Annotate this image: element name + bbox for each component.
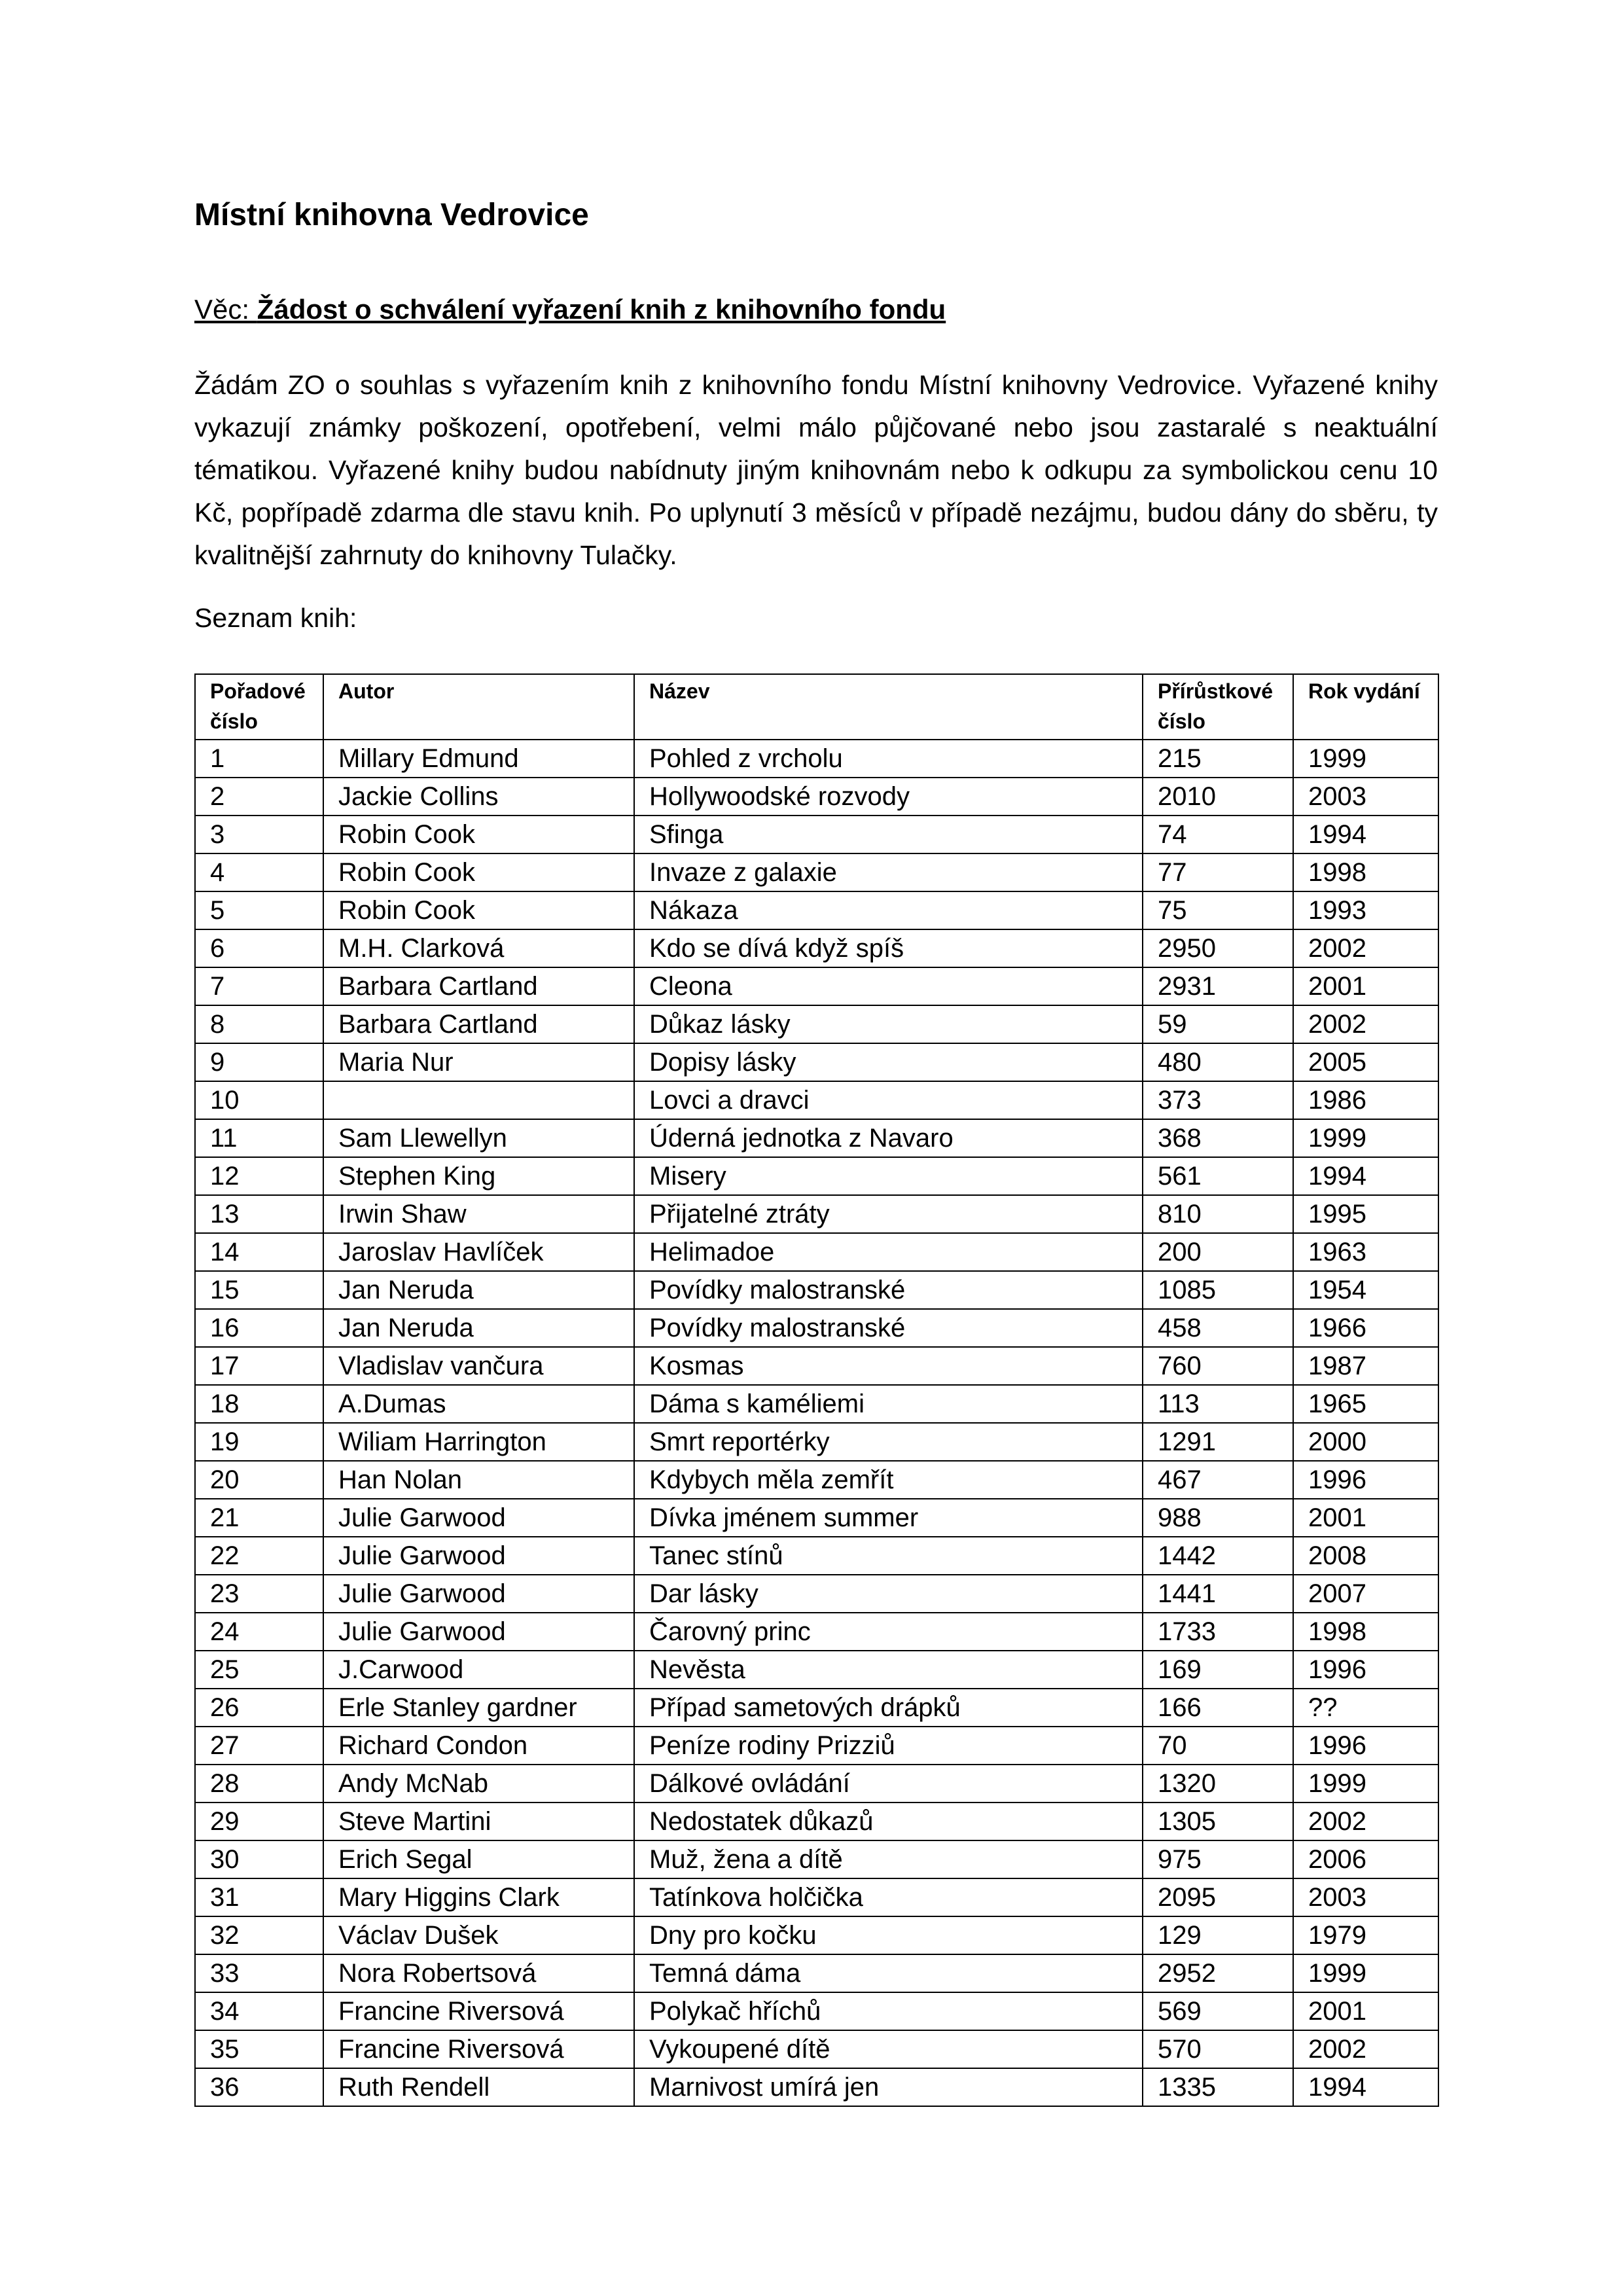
cell-order-number: 27 xyxy=(195,1727,323,1765)
cell-author: Millary Edmund xyxy=(323,740,634,778)
cell-accession-number: 77 xyxy=(1143,853,1293,891)
cell-author: A.Dumas xyxy=(323,1385,634,1423)
cell-order-number: 32 xyxy=(195,1916,323,1954)
cell-author: Jan Neruda xyxy=(323,1309,634,1347)
cell-order-number: 14 xyxy=(195,1233,323,1271)
cell-title: Dar lásky xyxy=(634,1575,1143,1613)
cell-author: Julie Garwood xyxy=(323,1575,634,1613)
table-row xyxy=(195,1840,1438,1878)
cell-publication-year: 1998 xyxy=(1293,1613,1438,1651)
cell-author: Vladislav vančura xyxy=(323,1347,634,1385)
cell-title: Nedostatek důkazů xyxy=(634,1803,1143,1840)
table-row xyxy=(195,891,1438,929)
cell-author: Jan Neruda xyxy=(323,1271,634,1309)
cell-order-number: 5 xyxy=(195,891,323,929)
cell-order-number: 11 xyxy=(195,1119,323,1157)
cell-accession-number: 988 xyxy=(1143,1499,1293,1537)
table-row xyxy=(195,1233,1438,1271)
cell-publication-year: 2002 xyxy=(1293,2030,1438,2068)
cell-accession-number: 480 xyxy=(1143,1043,1293,1081)
cell-order-number: 21 xyxy=(195,1499,323,1537)
cell-order-number: 1 xyxy=(195,740,323,778)
cell-author: Francine Riversová xyxy=(323,1992,634,2030)
cell-publication-year: 1994 xyxy=(1293,816,1438,853)
cell-accession-number: 2010 xyxy=(1143,778,1293,816)
table-row xyxy=(195,778,1438,816)
cell-publication-year: 1966 xyxy=(1293,1309,1438,1347)
cell-publication-year: 1996 xyxy=(1293,1727,1438,1765)
cell-publication-year: 2006 xyxy=(1293,1840,1438,1878)
cell-accession-number: 1305 xyxy=(1143,1803,1293,1840)
cell-order-number: 30 xyxy=(195,1840,323,1878)
cell-publication-year: 1998 xyxy=(1293,853,1438,891)
cell-title: Polykač hříchů xyxy=(634,1992,1143,2030)
cell-title: Přijatelné ztráty xyxy=(634,1195,1143,1233)
cell-publication-year: 1979 xyxy=(1293,1916,1438,1954)
table-row xyxy=(195,816,1438,853)
cell-publication-year: 2002 xyxy=(1293,1005,1438,1043)
cell-order-number: 6 xyxy=(195,929,323,967)
cell-order-number: 20 xyxy=(195,1461,323,1499)
cell-accession-number: 458 xyxy=(1143,1309,1293,1347)
cell-publication-year: ?? xyxy=(1293,1689,1438,1727)
cell-publication-year: 2008 xyxy=(1293,1537,1438,1575)
cell-accession-number: 200 xyxy=(1143,1233,1293,1271)
cell-publication-year: 1999 xyxy=(1293,1765,1438,1803)
cell-author: Robin Cook xyxy=(323,816,634,853)
cell-title: Tatínkova holčička xyxy=(634,1878,1143,1916)
cell-accession-number: 368 xyxy=(1143,1119,1293,1157)
cell-accession-number: 169 xyxy=(1143,1651,1293,1689)
cell-order-number: 29 xyxy=(195,1803,323,1840)
cell-accession-number: 975 xyxy=(1143,1840,1293,1878)
cell-title: Nevěsta xyxy=(634,1651,1143,1689)
cell-author: Robin Cook xyxy=(323,853,634,891)
cell-author: Erle Stanley gardner xyxy=(323,1689,634,1727)
cell-title: Dny pro kočku xyxy=(634,1916,1143,1954)
cell-author: Václav Dušek xyxy=(323,1916,634,1954)
cell-author: J.Carwood xyxy=(323,1651,634,1689)
table-row xyxy=(195,2030,1438,2068)
cell-title: Cleona xyxy=(634,967,1143,1005)
cell-order-number: 34 xyxy=(195,1992,323,2030)
cell-accession-number: 129 xyxy=(1143,1916,1293,1954)
cell-accession-number: 467 xyxy=(1143,1461,1293,1499)
cell-publication-year: 1987 xyxy=(1293,1347,1438,1385)
cell-title: Tanec stínů xyxy=(634,1537,1143,1575)
cell-order-number: 16 xyxy=(195,1309,323,1347)
cell-order-number: 7 xyxy=(195,967,323,1005)
cell-publication-year: 2003 xyxy=(1293,1878,1438,1916)
cell-author: Stephen King xyxy=(323,1157,634,1195)
cell-title: Peníze rodiny Prizziů xyxy=(634,1727,1143,1765)
table-row xyxy=(195,1347,1438,1385)
cell-title: Kosmas xyxy=(634,1347,1143,1385)
cell-publication-year: 2000 xyxy=(1293,1423,1438,1461)
cell-order-number: 28 xyxy=(195,1765,323,1803)
cell-accession-number: 215 xyxy=(1143,740,1293,778)
document-heading: Místní knihovna Vedrovice xyxy=(194,198,589,232)
cell-publication-year: 1996 xyxy=(1293,1461,1438,1499)
cell-order-number: 17 xyxy=(195,1347,323,1385)
table-row xyxy=(195,1613,1438,1651)
cell-order-number: 35 xyxy=(195,2030,323,2068)
table-row xyxy=(195,1309,1438,1347)
cell-order-number: 33 xyxy=(195,1954,323,1992)
table-row xyxy=(195,1195,1438,1233)
cell-accession-number: 59 xyxy=(1143,1005,1293,1043)
cell-title: Kdybych měla zemřít xyxy=(634,1461,1143,1499)
cell-publication-year: 1999 xyxy=(1293,740,1438,778)
cell-order-number: 19 xyxy=(195,1423,323,1461)
cell-publication-year: 1999 xyxy=(1293,1954,1438,1992)
cell-author: Sam Llewellyn xyxy=(323,1119,634,1157)
header-publication-year: Rok vydání xyxy=(1293,674,1438,740)
cell-accession-number: 1085 xyxy=(1143,1271,1293,1309)
cell-author: Mary Higgins Clark xyxy=(323,1878,634,1916)
cell-author: Nora Robertsová xyxy=(323,1954,634,1992)
cell-title: Povídky malostranské xyxy=(634,1309,1143,1347)
cell-publication-year: 1986 xyxy=(1293,1081,1438,1119)
table-row xyxy=(195,929,1438,967)
subject-line xyxy=(194,293,946,326)
cell-author: Robin Cook xyxy=(323,891,634,929)
cell-publication-year: 2002 xyxy=(1293,929,1438,967)
cell-accession-number: 2931 xyxy=(1143,967,1293,1005)
cell-order-number: 23 xyxy=(195,1575,323,1613)
header-order-number: Pořadové číslo xyxy=(195,674,323,740)
cell-author: Julie Garwood xyxy=(323,1613,634,1651)
cell-order-number: 13 xyxy=(195,1195,323,1233)
cell-publication-year: 1963 xyxy=(1293,1233,1438,1271)
list-label: Seznam knih: xyxy=(194,603,357,633)
cell-author: Barbara Cartland xyxy=(323,1005,634,1043)
cell-title: Sfinga xyxy=(634,816,1143,853)
cell-title: Marnivost umírá jen xyxy=(634,2068,1143,2106)
table-row xyxy=(195,1765,1438,1803)
table-row xyxy=(195,1916,1438,1954)
cell-title: Misery xyxy=(634,1157,1143,1195)
cell-author: Maria Nur xyxy=(323,1043,634,1081)
cell-accession-number: 373 xyxy=(1143,1081,1293,1119)
cell-publication-year: 1993 xyxy=(1293,891,1438,929)
table-row xyxy=(195,1005,1438,1043)
table-row xyxy=(195,1043,1438,1081)
cell-author: Irwin Shaw xyxy=(323,1195,634,1233)
table-row xyxy=(195,1119,1438,1157)
cell-title: Nákaza xyxy=(634,891,1143,929)
cell-accession-number: 70 xyxy=(1143,1727,1293,1765)
table-row xyxy=(195,967,1438,1005)
cell-publication-year: 2001 xyxy=(1293,967,1438,1005)
cell-title: Smrt reportérky xyxy=(634,1423,1143,1461)
cell-author: Julie Garwood xyxy=(323,1537,634,1575)
cell-order-number: 24 xyxy=(195,1613,323,1651)
cell-accession-number: 760 xyxy=(1143,1347,1293,1385)
cell-title: Čarovný princ xyxy=(634,1613,1143,1651)
cell-author: Steve Martini xyxy=(323,1803,634,1840)
cell-order-number: 31 xyxy=(195,1878,323,1916)
cell-publication-year: 1994 xyxy=(1293,2068,1438,2106)
cell-title: Důkaz lásky xyxy=(634,1005,1143,1043)
cell-author: Jaroslav Havlíček xyxy=(323,1233,634,1271)
cell-order-number: 8 xyxy=(195,1005,323,1043)
cell-order-number: 10 xyxy=(195,1081,323,1119)
cell-accession-number: 570 xyxy=(1143,2030,1293,2068)
cell-order-number: 9 xyxy=(195,1043,323,1081)
cell-publication-year: 1996 xyxy=(1293,1651,1438,1689)
cell-author: Richard Condon xyxy=(323,1727,634,1765)
subject-text: Žádost o schválení vyřazení knih z knihovního fondu xyxy=(257,294,946,325)
cell-accession-number: 113 xyxy=(1143,1385,1293,1423)
cell-accession-number: 1291 xyxy=(1143,1423,1293,1461)
cell-accession-number: 166 xyxy=(1143,1689,1293,1727)
cell-accession-number: 1320 xyxy=(1143,1765,1293,1803)
cell-accession-number: 1441 xyxy=(1143,1575,1293,1613)
intro-paragraph: Žádám ZO o souhlas s vyřazením knih z knihovního fondu Místní knihovny Vedrovice. Vyřazené knihy vykazují známky poškození, opotřebení, velmi málo půjčované nebo jsou zastaralé s neaktuální tématikou. Vyřazené knihy budou nabídnuty jiným knihovnám nebo k odkupu za symbolickou cenu 10 Kč, popřípadě zdarma dle stavu knih. Po uplynutí 3 měsíců v případě nezájmu, budou dány do sběru, ty kvalitnější zahrnuty do knihovny Tulačky. xyxy=(194,370,1438,570)
cell-publication-year: 2007 xyxy=(1293,1575,1438,1613)
cell-title: Dopisy lásky xyxy=(634,1043,1143,1081)
cell-title: Dáma s kaméliemi xyxy=(634,1385,1143,1423)
cell-order-number: 2 xyxy=(195,778,323,816)
table-row xyxy=(195,1499,1438,1537)
table-row xyxy=(195,1461,1438,1499)
cell-publication-year: 1965 xyxy=(1293,1385,1438,1423)
cell-order-number: 4 xyxy=(195,853,323,891)
cell-accession-number: 75 xyxy=(1143,891,1293,929)
cell-title: Muž, žena a dítě xyxy=(634,1840,1143,1878)
cell-order-number: 3 xyxy=(195,816,323,853)
table-row xyxy=(195,1803,1438,1840)
cell-publication-year: 1995 xyxy=(1293,1195,1438,1233)
cell-publication-year: 1999 xyxy=(1293,1119,1438,1157)
cell-publication-year: 2001 xyxy=(1293,1992,1438,2030)
table-row xyxy=(195,1878,1438,1916)
cell-author: Francine Riversová xyxy=(323,2030,634,2068)
cell-accession-number: 1442 xyxy=(1143,1537,1293,1575)
cell-title: Hollywoodské rozvody xyxy=(634,778,1143,816)
cell-publication-year: 2001 xyxy=(1293,1499,1438,1537)
cell-title: Pohled z vrcholu xyxy=(634,740,1143,778)
cell-order-number: 15 xyxy=(195,1271,323,1309)
table-row xyxy=(195,1992,1438,2030)
cell-title: Lovci a dravci xyxy=(634,1081,1143,1119)
table-row xyxy=(195,1727,1438,1765)
table-row xyxy=(195,853,1438,891)
cell-order-number: 26 xyxy=(195,1689,323,1727)
cell-publication-year: 2002 xyxy=(1293,1803,1438,1840)
header-accession-number: Přírůstkové číslo xyxy=(1143,674,1293,740)
cell-accession-number: 810 xyxy=(1143,1195,1293,1233)
cell-author: Andy McNab xyxy=(323,1765,634,1803)
cell-author: Erich Segal xyxy=(323,1840,634,1878)
table-row xyxy=(195,1423,1438,1461)
cell-publication-year: 2003 xyxy=(1293,778,1438,816)
cell-title: Úderná jednotka z Navaro xyxy=(634,1119,1143,1157)
cell-order-number: 25 xyxy=(195,1651,323,1689)
cell-order-number: 22 xyxy=(195,1537,323,1575)
table-row xyxy=(195,1537,1438,1575)
table-row xyxy=(195,2068,1438,2106)
cell-author xyxy=(323,1081,634,1119)
books-table xyxy=(194,673,1439,2107)
cell-title: Vykoupené dítě xyxy=(634,2030,1143,2068)
cell-title: Dálkové ovládání xyxy=(634,1765,1143,1803)
cell-accession-number: 1733 xyxy=(1143,1613,1293,1651)
subject-label: Věc: xyxy=(194,294,257,325)
table-row xyxy=(195,1651,1438,1689)
cell-author: Han Nolan xyxy=(323,1461,634,1499)
cell-author: Barbara Cartland xyxy=(323,967,634,1005)
table-body xyxy=(195,740,1438,2106)
cell-title: Případ sametových drápků xyxy=(634,1689,1143,1727)
cell-accession-number: 2952 xyxy=(1143,1954,1293,1992)
table-row xyxy=(195,1575,1438,1613)
cell-title: Temná dáma xyxy=(634,1954,1143,1992)
table-row xyxy=(195,740,1438,778)
table-row xyxy=(195,1385,1438,1423)
cell-title: Dívka jménem summer xyxy=(634,1499,1143,1537)
cell-publication-year: 2005 xyxy=(1293,1043,1438,1081)
cell-title: Helimadoe xyxy=(634,1233,1143,1271)
table-row xyxy=(195,1271,1438,1309)
cell-order-number: 36 xyxy=(195,2068,323,2106)
cell-author: Ruth Rendell xyxy=(323,2068,634,2106)
table-row xyxy=(195,1157,1438,1195)
cell-publication-year: 1954 xyxy=(1293,1271,1438,1309)
table-header-row xyxy=(195,674,1438,740)
cell-accession-number: 1335 xyxy=(1143,2068,1293,2106)
table-row xyxy=(195,1954,1438,1992)
cell-order-number: 12 xyxy=(195,1157,323,1195)
cell-title: Povídky malostranské xyxy=(634,1271,1143,1309)
cell-accession-number: 2095 xyxy=(1143,1878,1293,1916)
table-row xyxy=(195,1689,1438,1727)
cell-accession-number: 2950 xyxy=(1143,929,1293,967)
cell-author: M.H. Clarková xyxy=(323,929,634,967)
table-row xyxy=(195,1081,1438,1119)
cell-order-number: 18 xyxy=(195,1385,323,1423)
cell-title: Invaze z galaxie xyxy=(634,853,1143,891)
header-author: Autor xyxy=(323,674,634,740)
cell-accession-number: 561 xyxy=(1143,1157,1293,1195)
cell-author: Wiliam Harrington xyxy=(323,1423,634,1461)
cell-title: Kdo se dívá když spíš xyxy=(634,929,1143,967)
header-title: Název xyxy=(634,674,1143,740)
cell-author: Jackie Collins xyxy=(323,778,634,816)
cell-publication-year: 1994 xyxy=(1293,1157,1438,1195)
cell-accession-number: 74 xyxy=(1143,816,1293,853)
cell-author: Julie Garwood xyxy=(323,1499,634,1537)
cell-accession-number: 569 xyxy=(1143,1992,1293,2030)
